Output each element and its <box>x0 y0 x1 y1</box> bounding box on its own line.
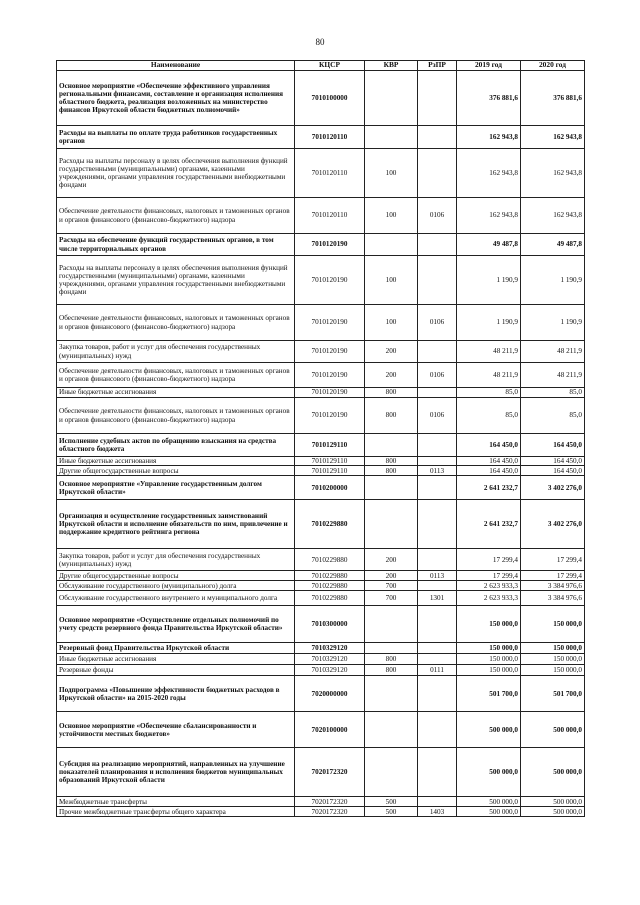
table-row <box>57 234 585 256</box>
row-code-cell: 7010120110 <box>295 126 365 149</box>
row-code-cell: 7010329120 <box>295 665 365 676</box>
row-kvr-cell: 100 <box>365 256 418 305</box>
row-rzpr-cell <box>418 234 457 256</box>
row-kvr-cell: 800 <box>365 398 418 434</box>
row-2019-cell: 49 487,8 <box>457 234 521 256</box>
row-code-cell: 7010120190 <box>295 363 365 388</box>
row-rzpr-cell: 0111 <box>418 665 457 676</box>
row-name-cell: Основное мероприятие «Обеспечение эффективного управления региональными финансами, составление и организация исполнения областного бюджета, реализация возложенных на министерство финансов Иркутской области бюджетных полномочий» <box>57 71 295 126</box>
row-kvr-cell: 800 <box>365 665 418 676</box>
table-row <box>57 665 585 676</box>
row-2019-cell: 500 000,0 <box>457 712 521 748</box>
row-kvr-cell <box>365 476 418 500</box>
table-row <box>57 305 585 341</box>
row-2019-cell: 150 000,0 <box>457 606 521 643</box>
row-2019-cell: 85,0 <box>457 398 521 434</box>
row-rzpr-cell <box>418 797 457 807</box>
row-name-cell: Расходы на обеспечение функций государственных органов, в том числе территориальных органов <box>57 234 295 256</box>
row-2019-cell: 150 000,0 <box>457 665 521 676</box>
row-2020-cell: 17 299,4 <box>521 549 585 571</box>
row-rzpr-cell <box>418 476 457 500</box>
row-rzpr-cell <box>418 549 457 571</box>
table-row <box>57 500 585 549</box>
row-2020-cell: 150 000,0 <box>521 606 585 643</box>
row-2019-cell: 2 623 933,3 <box>457 591 521 606</box>
row-name-cell: Закупка товаров, работ и услуг для обеспечения государственных (муниципальных) нужд <box>57 341 295 363</box>
row-2019-cell: 500 000,0 <box>457 797 521 807</box>
header-code: КЦСР <box>295 61 365 71</box>
row-rzpr-cell <box>418 434 457 457</box>
row-code-cell: 7010229880 <box>295 571 365 581</box>
row-name-cell: Обеспечение деятельности финансовых, налоговых и таможенных органов и органов финансового (финансово-бюджетного) надзора <box>57 305 295 341</box>
row-2020-cell: 500 000,0 <box>521 807 585 817</box>
header-name: Наименование <box>57 61 295 71</box>
row-name-cell: Основное мероприятие «Управление государственным долгом Иркутской области» <box>57 476 295 500</box>
row-rzpr-cell: 0106 <box>418 398 457 434</box>
row-rzpr-cell <box>418 500 457 549</box>
table-row <box>57 126 585 149</box>
table-row <box>57 591 585 606</box>
table-row <box>57 398 585 434</box>
row-2020-cell: 164 450,0 <box>521 434 585 457</box>
row-kvr-cell <box>365 606 418 643</box>
row-rzpr-cell: 0106 <box>418 305 457 341</box>
row-2019-cell: 150 000,0 <box>457 654 521 665</box>
row-2019-cell: 376 881,6 <box>457 71 521 126</box>
row-2020-cell: 48 211,9 <box>521 363 585 388</box>
row-2020-cell: 3 384 976,6 <box>521 581 585 591</box>
table-row <box>57 363 585 388</box>
budget-table <box>56 60 585 817</box>
row-kvr-cell: 700 <box>365 581 418 591</box>
row-2019-cell: 162 943,8 <box>457 149 521 198</box>
row-2019-cell: 17 299,4 <box>457 571 521 581</box>
row-kvr-cell <box>365 712 418 748</box>
row-rzpr-cell <box>418 654 457 665</box>
table-row <box>57 466 585 476</box>
row-kvr-cell: 800 <box>365 388 418 398</box>
row-2020-cell: 48 211,9 <box>521 341 585 363</box>
row-name-cell: Иные бюджетные ассигнования <box>57 388 295 398</box>
row-rzpr-cell <box>418 388 457 398</box>
table-row <box>57 457 585 466</box>
row-kvr-cell <box>365 71 418 126</box>
row-kvr-cell: 800 <box>365 654 418 665</box>
row-kvr-cell <box>365 126 418 149</box>
row-rzpr-cell <box>418 126 457 149</box>
row-rzpr-cell: 0113 <box>418 466 457 476</box>
row-name-cell: Межбюджетные трансферты <box>57 797 295 807</box>
row-kvr-cell: 800 <box>365 466 418 476</box>
row-2019-cell: 48 211,9 <box>457 363 521 388</box>
row-code-cell: 7010100000 <box>295 71 365 126</box>
row-2019-cell: 500 000,0 <box>457 807 521 817</box>
row-kvr-cell: 100 <box>365 198 418 234</box>
row-kvr-cell: 100 <box>365 149 418 198</box>
header-2020: 2020 год <box>521 61 585 71</box>
row-2019-cell: 2 641 232,7 <box>457 476 521 500</box>
header-kvr: КВР <box>365 61 418 71</box>
row-2020-cell: 3 384 976,6 <box>521 591 585 606</box>
row-name-cell: Резервный фонд Правительства Иркутской области <box>57 643 295 654</box>
row-code-cell: 7010200000 <box>295 476 365 500</box>
row-2020-cell: 500 000,0 <box>521 797 585 807</box>
row-rzpr-cell <box>418 712 457 748</box>
header-rzpr: РзПР <box>418 61 457 71</box>
row-kvr-cell: 500 <box>365 807 418 817</box>
table-row <box>57 748 585 797</box>
row-code-cell: 7010120190 <box>295 398 365 434</box>
table-row <box>57 71 585 126</box>
row-code-cell: 7010229880 <box>295 591 365 606</box>
table-row <box>57 549 585 571</box>
table-row <box>57 676 585 712</box>
row-code-cell: 7010229880 <box>295 549 365 571</box>
row-kvr-cell <box>365 676 418 712</box>
row-code-cell: 7010120110 <box>295 149 365 198</box>
row-code-cell: 7010129110 <box>295 457 365 466</box>
row-rzpr-cell: 1301 <box>418 591 457 606</box>
row-kvr-cell: 700 <box>365 591 418 606</box>
table-row <box>57 256 585 305</box>
row-kvr-cell: 500 <box>365 797 418 807</box>
row-2020-cell: 376 881,6 <box>521 71 585 126</box>
row-2019-cell: 150 000,0 <box>457 643 521 654</box>
row-name-cell: Исполнение судебных актов по обращению взыскания на средства областного бюджета <box>57 434 295 457</box>
row-code-cell: 7010229880 <box>295 500 365 549</box>
row-name-cell: Субсидия на реализацию мероприятий, направленных на улучшение показателей планирования и исполнения бюджетов муниципальных образований Иркутской области <box>57 748 295 797</box>
row-name-cell: Подпрограмма «Повышение эффективности бюджетных расходов в Иркутской области» на 2015-2020 годы <box>57 676 295 712</box>
row-rzpr-cell <box>418 748 457 797</box>
row-rzpr-cell <box>418 606 457 643</box>
row-2019-cell: 162 943,8 <box>457 126 521 149</box>
row-code-cell: 7010120190 <box>295 388 365 398</box>
row-code-cell: 7010329120 <box>295 643 365 654</box>
table-row <box>57 571 585 581</box>
row-2020-cell: 164 450,0 <box>521 466 585 476</box>
table-row <box>57 388 585 398</box>
row-rzpr-cell <box>418 676 457 712</box>
row-kvr-cell: 200 <box>365 571 418 581</box>
row-rzpr-cell: 0106 <box>418 363 457 388</box>
row-code-cell: 7010120190 <box>295 305 365 341</box>
table-row <box>57 198 585 234</box>
row-rzpr-cell <box>418 149 457 198</box>
row-code-cell: 7010129110 <box>295 434 365 457</box>
row-2020-cell: 500 000,0 <box>521 712 585 748</box>
row-name-cell: Обеспечение деятельности финансовых, налоговых и таможенных органов и органов финансового (финансово-бюджетного) надзора <box>57 398 295 434</box>
row-2019-cell: 85,0 <box>457 388 521 398</box>
row-2020-cell: 85,0 <box>521 398 585 434</box>
row-name-cell: Другие общегосударственные вопросы <box>57 466 295 476</box>
row-name-cell: Иные бюджетные ассигнования <box>57 457 295 466</box>
row-name-cell: Расходы на выплаты по оплате труда работников государственных органов <box>57 126 295 149</box>
row-2019-cell: 162 943,8 <box>457 198 521 234</box>
row-name-cell: Основное мероприятие «Обеспечение сбалансированности и устойчивости местных бюджетов» <box>57 712 295 748</box>
row-2019-cell: 501 700,0 <box>457 676 521 712</box>
row-code-cell: 7020172320 <box>295 748 365 797</box>
row-kvr-cell <box>365 500 418 549</box>
table-row <box>57 581 585 591</box>
row-2020-cell: 1 190,9 <box>521 256 585 305</box>
table-row <box>57 149 585 198</box>
row-2020-cell: 500 000,0 <box>521 748 585 797</box>
row-2019-cell: 164 450,0 <box>457 434 521 457</box>
table-row <box>57 712 585 748</box>
row-kvr-cell <box>365 434 418 457</box>
row-name-cell: Обслуживание государственного внутреннего и муниципального долга <box>57 591 295 606</box>
row-2019-cell: 164 450,0 <box>457 466 521 476</box>
row-rzpr-cell <box>418 581 457 591</box>
row-code-cell: 7010120190 <box>295 234 365 256</box>
row-kvr-cell: 800 <box>365 457 418 466</box>
row-2020-cell: 164 450,0 <box>521 457 585 466</box>
row-2019-cell: 1 190,9 <box>457 256 521 305</box>
row-name-cell: Иные бюджетные ассигнования <box>57 654 295 665</box>
table-row <box>57 606 585 643</box>
row-name-cell: Другие общегосударственные вопросы <box>57 571 295 581</box>
row-name-cell: Обеспечение деятельности финансовых, налоговых и таможенных органов и органов финансового (финансово-бюджетного) надзора <box>57 198 295 234</box>
row-2020-cell: 3 402 276,0 <box>521 500 585 549</box>
row-2020-cell: 150 000,0 <box>521 643 585 654</box>
row-2020-cell: 150 000,0 <box>521 654 585 665</box>
table-row <box>57 643 585 654</box>
row-2019-cell: 164 450,0 <box>457 457 521 466</box>
row-2020-cell: 85,0 <box>521 388 585 398</box>
row-code-cell: 7020172320 <box>295 797 365 807</box>
row-2020-cell: 1 190,9 <box>521 305 585 341</box>
row-kvr-cell <box>365 748 418 797</box>
table-header-row <box>57 61 585 71</box>
row-name-cell: Обеспечение деятельности финансовых, налоговых и таможенных органов и органов финансового (финансово-бюджетного) надзора <box>57 363 295 388</box>
row-2019-cell: 500 000,0 <box>457 748 521 797</box>
row-2020-cell: 162 943,8 <box>521 126 585 149</box>
row-rzpr-cell <box>418 256 457 305</box>
row-name-cell: Основное мероприятие «Осуществление отдельных полномочий по учету средств резервного фонда Правительства Иркутской области» <box>57 606 295 643</box>
row-code-cell: 7010120190 <box>295 341 365 363</box>
row-name-cell: Резервные фонды <box>57 665 295 676</box>
row-2019-cell: 17 299,4 <box>457 549 521 571</box>
row-2020-cell: 501 700,0 <box>521 676 585 712</box>
row-rzpr-cell: 0113 <box>418 571 457 581</box>
row-kvr-cell: 200 <box>365 341 418 363</box>
row-kvr-cell: 200 <box>365 363 418 388</box>
row-name-cell: Прочие межбюджетные трансферты общего характера <box>57 807 295 817</box>
row-kvr-cell: 100 <box>365 305 418 341</box>
row-code-cell: 7020172320 <box>295 807 365 817</box>
page-number: 80 <box>315 37 325 47</box>
table-row <box>57 654 585 665</box>
row-name-cell: Расходы на выплаты персоналу в целях обеспечения выполнения функций государственными (муниципальными) органами, казенными учреждениями, органами управления государственными внебюджетными фондами <box>57 256 295 305</box>
table-row <box>57 434 585 457</box>
row-code-cell: 7010120190 <box>295 256 365 305</box>
row-rzpr-cell <box>418 643 457 654</box>
row-2020-cell: 3 402 276,0 <box>521 476 585 500</box>
row-code-cell: 7010120110 <box>295 198 365 234</box>
row-rzpr-cell <box>418 71 457 126</box>
header-2019: 2019 год <box>457 61 521 71</box>
row-kvr-cell <box>365 234 418 256</box>
table-row <box>57 476 585 500</box>
table-row <box>57 807 585 817</box>
row-name-cell: Организация и осуществление государственных заимствований Иркутской области и исполнение обязательств по ним, привлечение и поддержание кредитного рейтинга региона <box>57 500 295 549</box>
row-2019-cell: 48 211,9 <box>457 341 521 363</box>
row-2019-cell: 1 190,9 <box>457 305 521 341</box>
row-code-cell: 7010300000 <box>295 606 365 643</box>
row-rzpr-cell <box>418 457 457 466</box>
table-row <box>57 797 585 807</box>
row-kvr-cell <box>365 643 418 654</box>
row-rzpr-cell: 1403 <box>418 807 457 817</box>
row-code-cell: 7010129110 <box>295 466 365 476</box>
row-code-cell: 7010329120 <box>295 654 365 665</box>
row-code-cell: 7020100000 <box>295 712 365 748</box>
row-name-cell: Обслуживание государственного (муниципального) долга <box>57 581 295 591</box>
row-code-cell: 7020000000 <box>295 676 365 712</box>
row-2020-cell: 162 943,8 <box>521 149 585 198</box>
row-2020-cell: 162 943,8 <box>521 198 585 234</box>
row-name-cell: Расходы на выплаты персоналу в целях обеспечения выполнения функций государственными (муниципальными) органами, казенными учреждениями, органами управления государственными внебюджетными фондами <box>57 149 295 198</box>
row-rzpr-cell <box>418 341 457 363</box>
row-kvr-cell: 200 <box>365 549 418 571</box>
row-rzpr-cell: 0106 <box>418 198 457 234</box>
row-code-cell: 7010229880 <box>295 581 365 591</box>
row-2020-cell: 150 000,0 <box>521 665 585 676</box>
row-2019-cell: 2 641 232,7 <box>457 500 521 549</box>
row-2020-cell: 17 299,4 <box>521 571 585 581</box>
table-row <box>57 341 585 363</box>
row-name-cell: Закупка товаров, работ и услуг для обеспечения государственных (муниципальных) нужд <box>57 549 295 571</box>
row-2019-cell: 2 623 933,3 <box>457 581 521 591</box>
row-2020-cell: 49 487,8 <box>521 234 585 256</box>
